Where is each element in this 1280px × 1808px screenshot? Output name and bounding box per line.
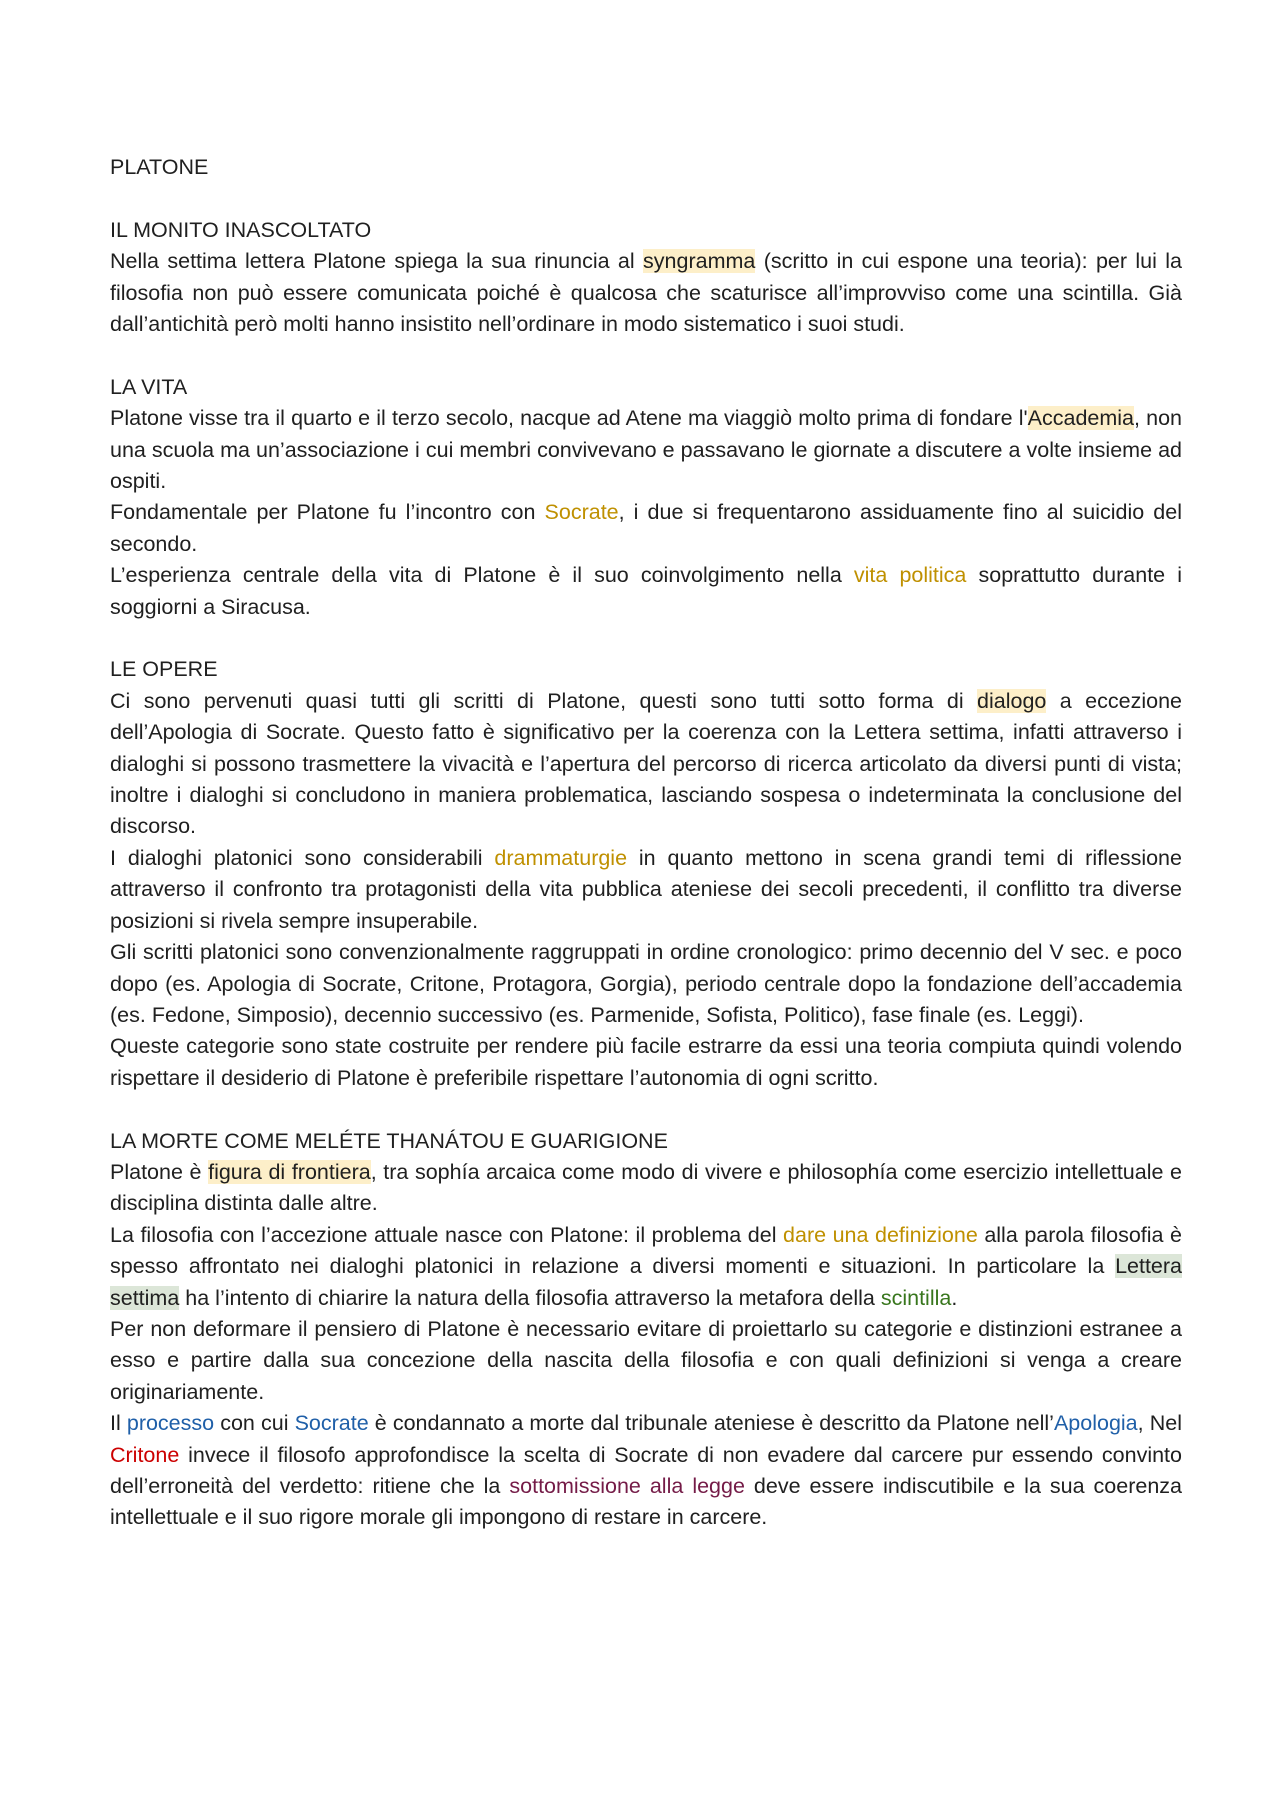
- paragraph: [110, 403, 1182, 497]
- text-run: ha l’intento di chiarire la natura della filosofia attraverso la metafora della: [179, 1285, 881, 1310]
- section-heading-morte: LA MORTE COME MELÉTE THANÁTOU E GUARIGIONE: [110, 1128, 668, 1153]
- paragraph: [110, 497, 1182, 560]
- paragraph: [110, 686, 1182, 843]
- text-run: deve essere indiscutibile e la sua coerenza intellettuale e il suo rigore morale gli impongono di restare in carcere.: [110, 1474, 1183, 1530]
- section-morte: [110, 1126, 1182, 1534]
- paragraph: [110, 1314, 1182, 1408]
- paragraph: [110, 1157, 1182, 1220]
- highlighted-term-figura-di-frontiera: figura di frontiera: [208, 1159, 371, 1184]
- colored-term-processo: processo: [126, 1411, 215, 1436]
- text-run: Gli scritti platonici sono convenzionalmente raggruppati in ordine cronologico: primo decennio del V sec. e poco dopo (es. Apologia di Socrate, Critone, Protagora, Gorgia), periodo centrale dopo la fondazione dell’accademia (es. Fedone, Simposio), decennio successivo (es. Parmenide, Sofista, Politico), fase finale (es. Leggi).: [110, 940, 1182, 1027]
- colored-term-vita-politica: vita politica: [853, 563, 967, 588]
- paragraph: [110, 937, 1182, 1031]
- highlighted-term-dialogo: dialogo: [977, 688, 1047, 713]
- section-heading-vita: LA VITA: [110, 374, 188, 399]
- spacer: [110, 623, 1182, 654]
- highlighted-term-syngramma: syngramma: [643, 249, 756, 274]
- spacer: [110, 1094, 1182, 1125]
- text-run: alla parola filosofia è spesso affrontato nei dialoghi platonici in relazione a diversi momenti e situazioni. In particolare la: [110, 1222, 1182, 1279]
- section-heading-monito: IL MONITO INASCOLTATO: [110, 217, 372, 242]
- text-run: , i due si frequentarono assiduamente fino al suicidio del secondo.: [110, 500, 1182, 556]
- text-run: in quanto mettono in scena grandi temi di riflessione attraverso il confronto tra protagonisti della vita pubblica ateniese dei secoli precedenti, il conflitto tra diverse posizioni si rivela sempre insuperabile.: [110, 845, 1182, 933]
- text-run: invece il filosofo approfondisce la scelta di Socrate di non evadere dal carcere pur essendo convinto dell’erroneità del verdetto: ritiene che la: [110, 1442, 1182, 1498]
- text-run: Nella settima lettera Platone spiega la sua rinuncia al: [110, 249, 644, 274]
- document-title: PLATONE: [110, 155, 209, 179]
- paragraph: [110, 1220, 1182, 1314]
- text-run: soprattutto durante i soggiorni a Siracusa.: [110, 563, 1182, 619]
- highlighted-term-lettera-settima: Lettera settima: [110, 1254, 1182, 1310]
- paragraph: [110, 1408, 1182, 1534]
- colored-term-socrate: Socrate: [294, 1411, 369, 1436]
- colored-term-apologia: Apologia: [1053, 1411, 1138, 1436]
- text-run: Il: [110, 1411, 127, 1436]
- text-run: Platone è: [110, 1159, 209, 1184]
- section-opere: [110, 654, 1182, 1094]
- document-page: [110, 152, 1182, 1534]
- paragraph: [110, 1031, 1182, 1094]
- text-run: (scritto in cui espone una teoria): per lui la filosofia non può essere comunicata poiché è qualcosa che scaturisce all’improvviso come una scintilla. Già dall’antichità però molti hanno insistito nell’ordinare in modo sistematico i suoi studi.: [110, 249, 1182, 337]
- colored-term-socrate: Socrate: [544, 500, 619, 525]
- section-heading-opere: LE OPERE: [110, 657, 218, 682]
- text-run: Queste categorie sono state costruite per rendere più facile estrarre da essi una teoria compiuta quindi volendo rispettare il desiderio di Platone è preferibile rispettare l’autonomia di ogni scritto.: [110, 1034, 1182, 1090]
- colored-term-drammaturgie: drammaturgie: [494, 845, 628, 870]
- spacer: [110, 340, 1182, 371]
- text-run: è condannato a morte dal tribunale ateniese è descritto da Platone nell’: [368, 1411, 1054, 1436]
- colored-term-critone: Critone: [110, 1442, 180, 1467]
- text-run: a eccezione dell’Apologia di Socrate. Questo fatto è significativo per la coerenza con la Lettera settima, infatti attraverso i dialoghi si possono trasmettere la vivacità e l’apertura del percorso di ricerca articolato da diversi punti di vista; inoltre i dialoghi si concludono in maniera problematica, lasciando sospesa o indeterminata la conclusione del discorso.: [110, 688, 1182, 839]
- spacer: [110, 183, 1182, 214]
- text-run: Ci sono pervenuti quasi tutti gli scritti di Platone, questi sono tutti sotto forma di: [110, 688, 978, 713]
- text-run: La filosofia con l’accezione attuale nasce con Platone: il problema del: [110, 1222, 784, 1247]
- paragraph: [110, 246, 1182, 340]
- text-run: Per non deformare il pensiero di Platone è necessario evitare di proiettarlo su categorie e distinzioni estranee a esso e partire dalla sua concezione della nascita della filosofia e con quali definizioni si venga a creare originariamente.: [110, 1316, 1182, 1404]
- text-run: Platone visse tra il quarto e il terzo secolo, nacque ad Atene ma viaggiò molto prima di fondare l': [110, 406, 1028, 431]
- text-run: L’esperienza centrale della vita di Platone è il suo coinvolgimento nella: [110, 563, 854, 588]
- text-run: , non una scuola ma un’associazione i cui membri convivevano e passavano le giornate a discutere a volte insieme ad ospiti.: [110, 406, 1182, 494]
- text-run: I dialoghi platonici sono considerabili: [110, 845, 495, 870]
- text-run: Fondamentale per Platone fu l’incontro con: [110, 500, 545, 525]
- section-vita: [110, 372, 1182, 623]
- text-run: , Nel: [1137, 1411, 1182, 1436]
- text-run: con cui: [214, 1411, 295, 1436]
- text-run: .: [951, 1285, 958, 1310]
- colored-term-sottomissione-alla-legge: sottomissione alla legge: [509, 1474, 745, 1498]
- colored-term-scintilla: scintilla: [880, 1285, 952, 1310]
- paragraph: [110, 560, 1182, 623]
- highlighted-term-accademia: Accademia: [1027, 406, 1135, 431]
- section-monito: [110, 215, 1182, 341]
- colored-term-dare-una-definizione: dare una definizione: [783, 1222, 978, 1247]
- text-run: , tra sophía arcaica come modo di vivere e philosophía come esercizio intellettuale e disciplina distinta dalle altre.: [110, 1159, 1183, 1216]
- paragraph: [110, 843, 1182, 937]
